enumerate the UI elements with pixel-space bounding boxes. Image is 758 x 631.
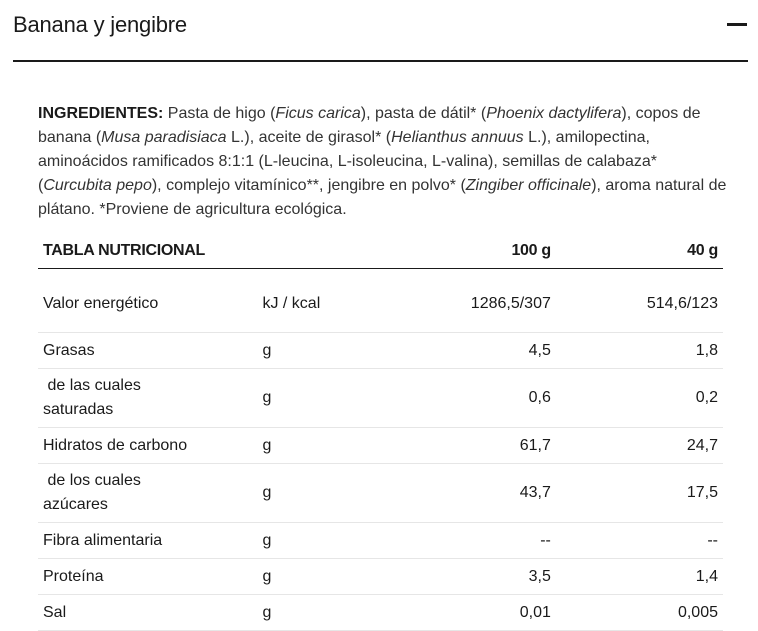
ingredients-label: INGREDIENTES: <box>38 105 164 122</box>
nutrient-unit: kJ / kcal <box>262 269 368 333</box>
table-row <box>38 595 723 631</box>
nutrient-value-100g: 0,01 <box>368 595 556 631</box>
nutrition-table <box>38 233 723 631</box>
table-row <box>38 428 723 464</box>
nutrient-value-100g: 4,5 <box>368 333 556 369</box>
per-100g-column-header: 100 g <box>368 233 556 269</box>
nutrient-value-100g: -- <box>368 523 556 559</box>
nutrient-value-100g: 61,7 <box>368 428 556 464</box>
nutrient-name: Proteína <box>38 559 262 595</box>
nutrient-value-100g: 43,7 <box>368 464 556 523</box>
minus-icon[interactable] <box>726 12 748 36</box>
ingredients-segment: ), copos de banana ( <box>38 105 701 146</box>
nutrient-name: Valor energético <box>38 269 262 333</box>
scientific-name: Phoenix dactylifera <box>486 105 622 122</box>
ingredients-segment: L.), aceite de girasol* ( <box>226 129 392 146</box>
ingredients-text <box>38 102 728 222</box>
nutrient-name: de las cuales saturadas <box>38 369 262 428</box>
nutrient-unit: g <box>262 428 368 464</box>
scientific-name: Musa paradisiaca <box>101 129 227 146</box>
scientific-name: Helianthus annuus <box>391 129 524 146</box>
nutrient-unit: g <box>262 559 368 595</box>
scientific-name: Ficus carica <box>275 105 361 122</box>
nutrient-name: Sal <box>38 595 262 631</box>
ingredients-segment: ), aroma natural de plátano. *Proviene de agricultura ecológica. <box>38 177 727 218</box>
nutrient-unit: g <box>262 595 368 631</box>
ingredients-segment: ), pasta de dátil* ( <box>360 105 487 122</box>
nutrition-table-header <box>38 233 723 269</box>
nutrient-value-40g: 24,7 <box>556 428 723 464</box>
per-40g-column-header: 40 g <box>556 233 723 269</box>
nutrient-name: Hidratos de carbono <box>38 428 262 464</box>
nutrient-unit: g <box>262 464 368 523</box>
scientific-name: Curcubita pepo <box>43 177 152 194</box>
nutrient-value-100g: 3,5 <box>368 559 556 595</box>
nutrient-unit: g <box>262 523 368 559</box>
nutrient-name: Fibra alimentaria <box>38 523 262 559</box>
nutrient-value-100g: 1286,5/307 <box>368 269 556 333</box>
unit-column-header <box>262 233 368 269</box>
ingredients-segment: Pasta de higo ( <box>163 105 276 122</box>
nutrition-table-title: TABLA NUTRICIONAL <box>38 233 262 269</box>
nutrient-value-40g: 17,5 <box>556 464 723 523</box>
table-row <box>38 523 723 559</box>
minus-icon-bar <box>727 23 747 26</box>
table-row <box>38 369 723 428</box>
nutrient-value-40g: 0,2 <box>556 369 723 428</box>
nutrient-value-40g: -- <box>556 523 723 559</box>
nutrient-unit: g <box>262 333 368 369</box>
nutrient-name: de los cuales azúcares <box>38 464 262 523</box>
nutrient-value-40g: 0,005 <box>556 595 723 631</box>
nutrient-name: Grasas <box>38 333 262 369</box>
scientific-name: Zingiber officinale <box>465 177 592 194</box>
table-row <box>38 333 723 369</box>
table-row <box>38 464 723 523</box>
ingredients-segment: L.), amilopectina, aminoácidos ramificados 8:1:1 (L-leucina, L-isoleucina, L-valina), semillas de calabaza* ( <box>38 129 657 194</box>
nutrient-value-40g: 1,4 <box>556 559 723 595</box>
nutrition-table-body <box>38 269 723 631</box>
table-row <box>38 269 723 333</box>
ingredients-segment: ), complejo vitamínico**, jengibre en polvo* ( <box>151 177 466 194</box>
accordion-header[interactable] <box>13 0 748 62</box>
nutrient-value-100g: 0,6 <box>368 369 556 428</box>
table-row <box>38 559 723 595</box>
nutrient-unit: g <box>262 369 368 428</box>
accordion-title: Banana y jengibre <box>13 12 187 37</box>
nutrient-value-40g: 1,8 <box>556 333 723 369</box>
nutrient-value-40g: 514,6/123 <box>556 269 723 333</box>
